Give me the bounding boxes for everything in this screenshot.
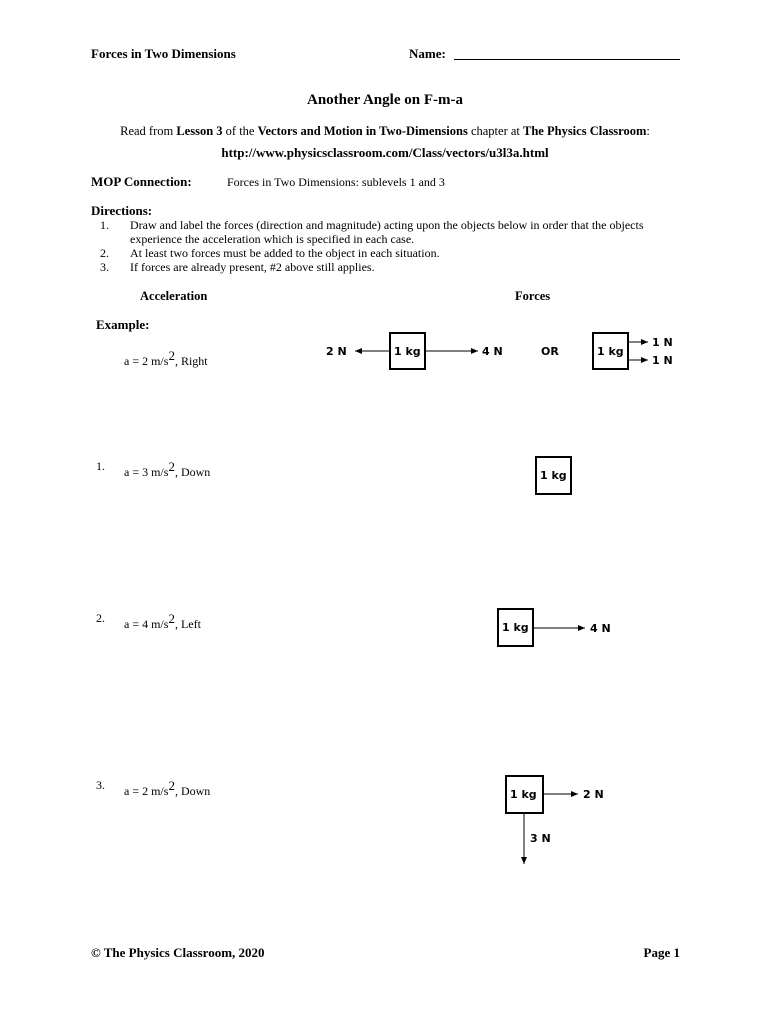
mop-label: MOP Connection: (91, 174, 192, 189)
mass-label: 1 kg (394, 345, 421, 358)
acceleration-column-heading: Acceleration (140, 289, 208, 303)
force-label-alt-1: 1 N (652, 336, 673, 349)
mop-value: Forces in Two Dimensions: sublevels 1 and 3 (227, 175, 445, 189)
name-label: Name: (409, 46, 446, 61)
force-label-right: 2 N (583, 788, 604, 801)
copyright: © The Physics Classroom, 2020 (91, 945, 265, 960)
page-number: Page 1 (643, 945, 680, 960)
force-label-left: 2 N (326, 345, 347, 358)
example-acceleration: a = 2 $m/s^2$, Right (124, 348, 208, 368)
problem-number: 3. (96, 778, 105, 792)
header-title: Forces in Two Dimensions (91, 46, 236, 61)
problem-1-diagram[interactable] (530, 452, 580, 500)
problem-2-diagram[interactable] (490, 603, 630, 653)
force-label-right: 4 N (482, 345, 503, 358)
page-title: Another Angle on F-m-a (307, 92, 463, 108)
problem-acceleration: a = 3 $m/s^2$, Down (124, 459, 211, 479)
problem-number: 1. (96, 459, 105, 473)
problem-acceleration: a = 2 $m/s^2$, Down (124, 778, 211, 798)
mass-label: 1 kg (510, 788, 537, 801)
problem-number: 2. (96, 611, 105, 625)
example-label: Example: (96, 317, 150, 332)
force-label-right: 4 N (590, 622, 611, 635)
reading-assignment: Read from Lesson 3 of the Vectors and Motion in Two-Dimensions chapter at The Physics Classroom: (120, 124, 650, 138)
mass-label: 1 kg (502, 621, 529, 634)
name-blank-line[interactable] (454, 59, 680, 60)
force-label-down: 3 N (530, 832, 551, 845)
forces-column-heading: Forces (515, 289, 551, 303)
problem-acceleration: a = 4 $m/s^2$, Left (124, 611, 201, 631)
or-label: OR (541, 345, 559, 358)
lesson-url[interactable]: http://www.physicsclassroom.com/Class/vectors/u3l3a.html (221, 145, 549, 160)
mass-label: 1 kg (540, 469, 567, 482)
example-force-diagram (310, 325, 690, 380)
problem-3-diagram[interactable] (500, 770, 620, 870)
directions-heading: Directions: (91, 203, 153, 218)
mass-label-alt: 1 kg (597, 345, 624, 358)
force-label-alt-2: 1 N (652, 354, 673, 367)
